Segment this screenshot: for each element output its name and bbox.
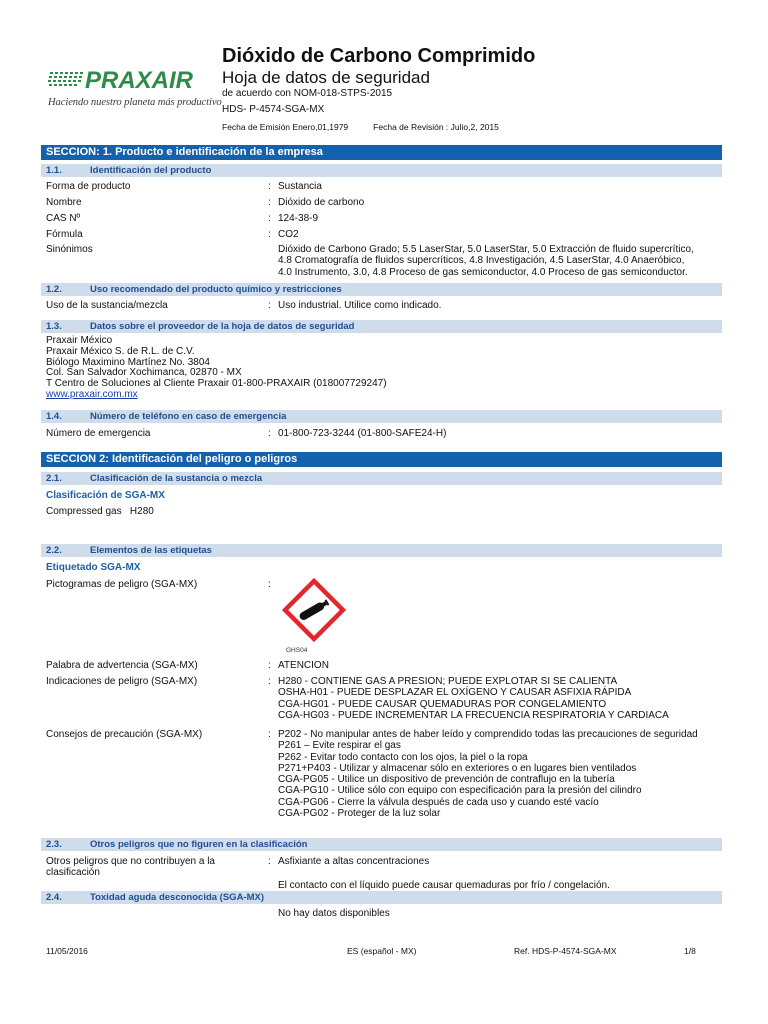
colon: : bbox=[268, 579, 271, 590]
precaution-statements bbox=[278, 729, 698, 819]
other-hazards-value: Asfixiante a altas concentraciones bbox=[278, 856, 430, 867]
hazard-statements bbox=[278, 676, 669, 721]
other-hazards-label bbox=[46, 856, 215, 878]
supplier-line: Biólogo Maximino Martínez No. 3804 bbox=[46, 356, 210, 368]
synonyms-line: Dióxido de Carbono Grado; 5.5 LaserStar, 5.0 LaserStar, 5.0 Extracción de fluido supercrítico, bbox=[278, 244, 694, 255]
name-label: Nombre bbox=[46, 197, 82, 208]
synonyms-line: 4.0 Instrumento, 3.0, 4.8 Proceso de gas semiconductor, 4.0 Proceso de gas semiconductor. bbox=[278, 266, 688, 278]
other-hazards-label-line: Otros peligros que no contribuyen a la bbox=[46, 856, 215, 867]
hazard-line: CGA-HG03 - PUEDE INCREMENTAR LA FRECUENCIA RESPIRATORIA Y CARDIACA bbox=[278, 709, 669, 721]
section-2-header: SECCION 2: Identificación del peligro o peligros bbox=[41, 452, 722, 467]
supplier-line: Col. San Salvador Xochimanca, 02870 - MX bbox=[46, 367, 242, 379]
subsection-1-4 bbox=[41, 410, 722, 423]
signal-word-value: ATENCION bbox=[278, 660, 329, 671]
cas-value: 124-38-9 bbox=[278, 213, 319, 224]
product-form-label: Forma de producto bbox=[46, 181, 131, 192]
document-subtitle: Hoja de datos de seguridad bbox=[222, 68, 430, 87]
praxair-logo bbox=[48, 66, 222, 116]
footer-language: ES (español - MX) bbox=[347, 946, 417, 956]
classification-heading: Clasificación de SGA-MX bbox=[46, 490, 165, 501]
subsection-number: 1.4. bbox=[46, 411, 62, 422]
precaution-line: P262 - Evitar todo contacto con los ojos, la piel o la ropa bbox=[278, 751, 528, 763]
revision-date: Fecha de Revisión : Julio,2, 2015 bbox=[373, 122, 499, 132]
supplier-line: T Centro de Soluciones al Cliente Praxair 01-800-PRAXAIR (018007729247) bbox=[46, 378, 387, 390]
subsection-number: 1.2. bbox=[46, 284, 62, 295]
formula-value: CO2 bbox=[278, 229, 299, 240]
supplier-block bbox=[46, 336, 387, 401]
formula-label: Fórmula bbox=[46, 229, 83, 240]
synonyms-line: 4.8 Cromatografía de fluidos supercríticos, 4.8 Investigación, 4.5 LaserStar, 4.0 Anaeróbico, bbox=[278, 255, 685, 267]
subsection-number: 2.3. bbox=[46, 839, 62, 850]
subsection-title: Identificación del producto bbox=[90, 165, 212, 176]
norm-reference: de acuerdo con NOM-018-STPS-2015 bbox=[222, 88, 393, 99]
logo-wordmark: PRAXAIR bbox=[85, 67, 194, 92]
colon: : bbox=[268, 213, 271, 224]
pictogram-code: GHS04 bbox=[286, 647, 308, 654]
website-link[interactable]: www.praxair.com.mx bbox=[46, 388, 138, 400]
subsection-1-1 bbox=[41, 164, 722, 177]
product-form-value: Sustancia bbox=[278, 181, 322, 192]
colon: : bbox=[268, 676, 271, 687]
subsection-title: Clasificación de la sustancia o mezcla bbox=[90, 473, 263, 484]
subsection-1-2 bbox=[41, 283, 722, 296]
subsection-number: 1.3. bbox=[46, 321, 62, 332]
precaution-line: CGA-PG02 - Proteger de la luz solar bbox=[278, 808, 441, 820]
use-label: Uso de la sustancia/mezcla bbox=[46, 300, 168, 311]
subsection-2-2 bbox=[41, 544, 722, 557]
label-heading: Etiquetado SGA-MX bbox=[46, 562, 141, 573]
colon: : bbox=[268, 428, 271, 439]
name-value: Dióxido de carbono bbox=[278, 197, 365, 208]
colon: : bbox=[268, 300, 271, 311]
cas-label: CAS Nº bbox=[46, 213, 81, 224]
issue-date: Fecha de Emisión Enero,01,1979 bbox=[222, 122, 349, 132]
subsection-title: Elementos de las etiquetas bbox=[90, 545, 212, 556]
document-dates bbox=[222, 122, 499, 132]
emergency-value: 01-800-723-3244 (01-800-SAFE24-H) bbox=[278, 428, 447, 439]
subsection-title: Datos sobre el proveedor de la hoja de datos de seguridad bbox=[90, 321, 355, 332]
hazard-statements-label: Indicaciones de peligro (SGA-MX) bbox=[46, 676, 198, 687]
supplier-line: Praxair México S. de R.L. de C.V. bbox=[46, 345, 195, 357]
document-title: Dióxido de Carbono Comprimido bbox=[222, 45, 536, 67]
precaution-line: CGA-PG06 - Cierre la válvula después de cada uso y cuando esté vacío bbox=[278, 796, 599, 808]
hazard-line: OSHA-H01 - PUEDE DESPLAZAR EL OXÍGENO Y CAUSAR ASFIXIA RÁPIDA bbox=[278, 687, 632, 699]
subsection-2-3 bbox=[41, 838, 722, 851]
no-data-value: No hay datos disponibles bbox=[278, 908, 390, 919]
other-hazards-note: El contacto con el líquido puede causar quemaduras por frío / congelación. bbox=[278, 880, 610, 891]
subsection-title: Uso recomendado del producto químico y restricciones bbox=[90, 284, 342, 295]
subsection-number: 2.4. bbox=[46, 892, 62, 903]
footer-date: 11/05/2016 bbox=[46, 946, 88, 956]
subsection-number: 1.1. bbox=[46, 165, 62, 176]
precaution-line: P202 - No manipular antes de haber leído y comprendido todas las precauciones de seguridad bbox=[278, 729, 698, 740]
precaution-line: P271+P403 - Utilizar y almacenar sólo en exteriores o en lugares bien ventilados bbox=[278, 762, 637, 774]
subsection-title: Toxidad aguda desconocida (SGA-MX) bbox=[90, 892, 265, 903]
use-value: Uso industrial. Utilice como indicado. bbox=[278, 300, 442, 311]
precaution-line: P261 – Evite respirar el gas bbox=[278, 740, 401, 752]
colon: : bbox=[268, 197, 271, 208]
precaution-label: Consejos de precaución (SGA-MX) bbox=[46, 729, 203, 740]
subsection-title: Otros peligros que no figuren en la clasificación bbox=[90, 839, 308, 850]
footer-page-number: 1/8 bbox=[684, 946, 696, 956]
signal-word-label: Palabra de advertencia (SGA-MX) bbox=[46, 660, 198, 671]
colon: : bbox=[268, 181, 271, 192]
colon: : bbox=[268, 729, 271, 740]
hazard-line: H280 - CONTIENE GAS A PRESION; PUEDE EXPLOTAR SI SE CALIENTA bbox=[278, 676, 618, 687]
subsection-number: 2.2. bbox=[46, 545, 62, 556]
other-hazards-label-line: clasificación bbox=[46, 867, 100, 878]
colon: : bbox=[268, 856, 271, 867]
logo-tagline: Haciendo nuestro planeta más productivo bbox=[48, 97, 222, 108]
synonyms-value bbox=[278, 244, 694, 278]
subsection-2-1 bbox=[41, 472, 722, 485]
pictograms-label: Pictogramas de peligro (SGA-MX) bbox=[46, 579, 198, 590]
supplier-line: Praxair México bbox=[46, 335, 113, 346]
synonyms-label: Sinónimos bbox=[46, 244, 93, 255]
subsection-2-4 bbox=[41, 891, 722, 904]
classification-value: Compressed gas H280 bbox=[46, 506, 154, 517]
footer-reference: Ref. HDS-P-4574-SGA-MX bbox=[514, 946, 617, 956]
precaution-line: CGA-PG10 - Utilice sólo con equipo con especificación para la presión del cilindro bbox=[278, 785, 642, 797]
subsection-number: 2.1. bbox=[46, 473, 62, 484]
precaution-line: CGA-PG05 - Utilice un dispositivo de prevención de contraflujo en la tubería bbox=[278, 774, 615, 786]
hds-code: HDS- P-4574-SGA-MX bbox=[222, 104, 325, 115]
praxair-logo-icon bbox=[48, 66, 220, 92]
emergency-label: Número de emergencia bbox=[46, 428, 151, 439]
subsection-1-3 bbox=[41, 320, 722, 333]
colon: : bbox=[268, 660, 271, 671]
section-1-header: SECCION: 1. Producto e identificación de la empresa bbox=[41, 145, 722, 160]
colon: : bbox=[268, 229, 271, 240]
subsection-title: Número de teléfono en caso de emergencia bbox=[90, 411, 287, 422]
gas-cylinder-icon bbox=[282, 578, 346, 646]
hazard-line: CGA-HG01 - PUEDE CAUSAR QUEMADURAS POR CONGELAMIENTO bbox=[278, 698, 607, 710]
